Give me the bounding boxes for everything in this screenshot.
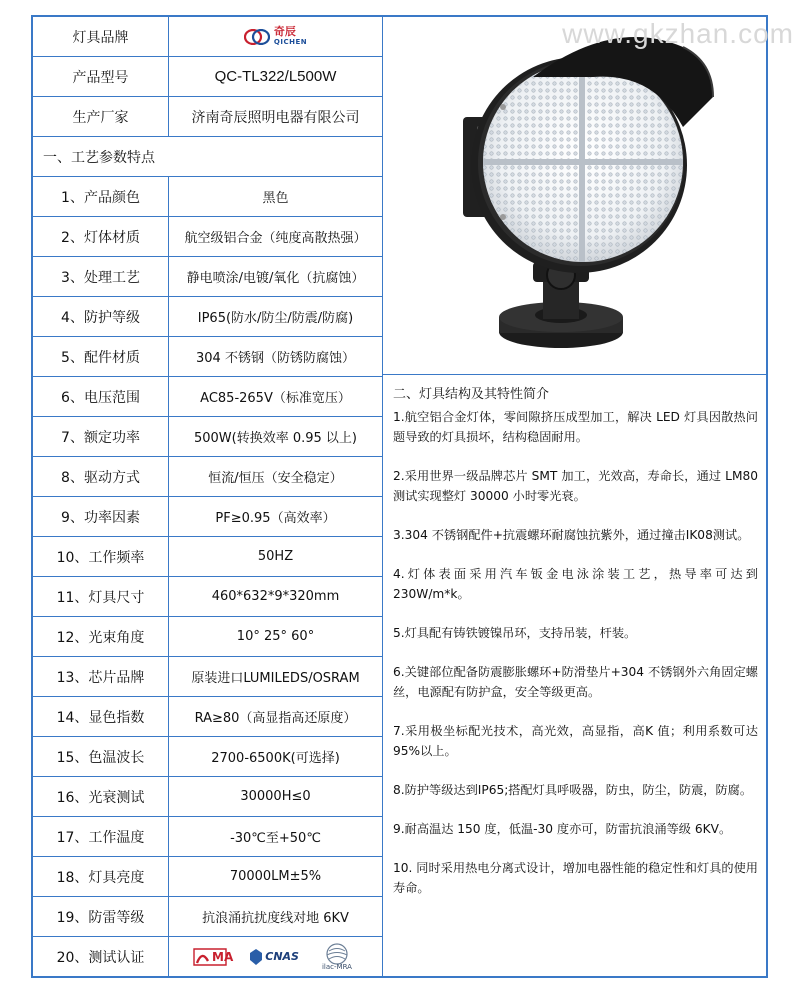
param-value: 30000H≤0 [169,777,383,816]
param-row [33,497,383,537]
model-value: QC-TL322/L500W [169,57,383,96]
param-row [33,537,383,577]
logo-cn: 奇辰 [273,24,296,38]
qichen-logo [244,26,307,48]
features-panel [383,375,766,976]
flood-light-illustration [383,17,766,375]
cnas-logo-text: CNAS [265,950,299,963]
param-row [33,377,383,417]
param-row [33,857,383,897]
param-row [33,777,383,817]
param-value: 70000LM±5% [169,857,383,896]
feature-item: 10. 同时采用热电分离式设计，增加电器性能的稳定性和灯具的使用寿命。 [393,861,758,895]
cert-logos [169,937,383,976]
logo-en: QICHEN [273,37,308,46]
param-value: 航空级铝合金（纯度高散热强） [169,217,383,256]
param-value: 静电喷涂/电镀/氧化（抗腐蚀） [169,257,383,296]
param-label: 4、防护等级 [33,297,169,336]
param-label: 1、产品颜色 [33,177,169,216]
product-image [383,17,766,375]
param-row [33,417,383,457]
maker-label: 生产厂家 [33,97,169,136]
param-label: 16、光衰测试 [33,777,169,816]
param-value: PF≥0.95（高效率） [169,497,383,536]
watermark: www.gkzhan.com [562,18,794,49]
param-row [33,897,383,937]
param-label: 18、灯具亮度 [33,857,169,896]
param-label: 17、工作温度 [33,817,169,856]
param-row [33,697,383,737]
feature-item: 7.采用极坐标配光技术，高光效，高显指，高K 值；利用系数可达 95%以上。 [393,724,758,758]
param-value: 2700-6500K(可选择) [169,737,383,776]
feature-item: 2.采用世界一级品牌芯片 SMT 加工，光效高，寿命长，通过 LM80 测试实现整灯 30000 小时零光衰。 [393,469,758,503]
param-label: 2、灯体材质 [33,217,169,256]
param-row [33,617,383,657]
param-label: 5、配件材质 [33,337,169,376]
param-value: 50HZ [169,537,383,576]
param-value: -30℃至+50℃ [169,817,383,856]
param-label: 3、处理工艺 [33,257,169,296]
param-value: 黑色 [169,177,383,216]
cert-label: 20、测试认证 [33,937,169,976]
section1-row [33,137,383,177]
param-value: 10° 25° 60° [169,617,383,656]
param-row [33,737,383,777]
param-row [33,177,383,217]
feature-item: 1.航空铝合金灯体，零间隙挤压成型加工，解决 LED 灯具因散热问题导致的灯具损坏，结构稳固耐用。 [393,410,758,444]
param-label: 10、工作频率 [33,537,169,576]
cnas-logo-icon [249,948,299,966]
feature-item: 3.304 不锈钢配件+抗震螺环耐腐蚀抗紫外，通过撞击IK08测试。 [393,528,750,542]
param-label: 13、芯片品牌 [33,657,169,696]
param-value: AC85-265V（标准宽压） [169,377,383,416]
param-label: 14、显色指数 [33,697,169,736]
param-row [33,657,383,697]
param-row [33,257,383,297]
param-value: 抗浪涌抗扰度线对地 6KV [169,897,383,936]
maker-value: 济南奇辰照明电器有限公司 [169,97,383,136]
param-row [33,817,383,857]
param-label: 12、光束角度 [33,617,169,656]
maker-row [33,97,383,137]
param-value: 460*632*9*320mm [169,577,383,616]
feature-item: 4.灯体表面采用汽车钣金电泳涂装工艺，热导率可达到230W/m*k。 [393,567,758,601]
param-value: 304 不锈钢（防锈防腐蚀） [169,337,383,376]
model-label: 产品型号 [33,57,169,96]
param-value: 恒流/恒压（安全稳定） [169,457,383,496]
param-value: 原装进口LUMILEDS/OSRAM [169,657,383,696]
section2-title: 二、灯具结构及其特性简介 [393,387,550,402]
param-label: 15、色温波长 [33,737,169,776]
param-label: 11、灯具尺寸 [33,577,169,616]
brand-label: 灯具品牌 [33,17,169,56]
param-label: 8、驱动方式 [33,457,169,496]
brand-row [33,17,383,57]
param-row [33,577,383,617]
param-row [33,457,383,497]
qichen-logo-icon [244,29,270,45]
cert-row [33,937,383,976]
param-value: IP65(防水/防尘/防震/防腐) [169,297,383,336]
spec-sheet [31,15,768,978]
feature-item: 5.灯具配有铸铁镀镍吊环，支持吊装，杆装。 [393,626,637,640]
param-row [33,297,383,337]
ilac-logo-text: ilac-MRA [321,962,352,971]
param-label: 6、电压范围 [33,377,169,416]
cma-logo-text: MA [212,949,234,964]
brand-logo-cell [169,17,383,56]
section1-title: 一、工艺参数特点 [33,137,383,176]
ilac-logo-icon [315,943,359,971]
param-value: RA≥80（高显指高还原度） [169,697,383,736]
param-label: 7、额定功率 [33,417,169,456]
param-row [33,337,383,377]
param-label: 19、防雷等级 [33,897,169,936]
feature-item: 8.防护等级达到IP65;搭配灯具呼吸器，防虫，防尘，防震，防腐。 [393,783,753,797]
feature-item: 6.关键部位配备防震膨胀螺环+防滑垫片+304 不锈钢外六角固定螺丝，电源配有防护盒，安全等级更高。 [393,665,758,699]
param-value: 500W(转换效率 0.95 以上) [169,417,383,456]
param-row [33,217,383,257]
feature-item: 9.耐高温达 150 度，低温-30 度亦可，防雷抗浪涌等级 6KV。 [393,822,732,836]
cma-logo-icon [192,945,233,969]
model-row [33,57,383,97]
param-label: 9、功率因素 [33,497,169,536]
